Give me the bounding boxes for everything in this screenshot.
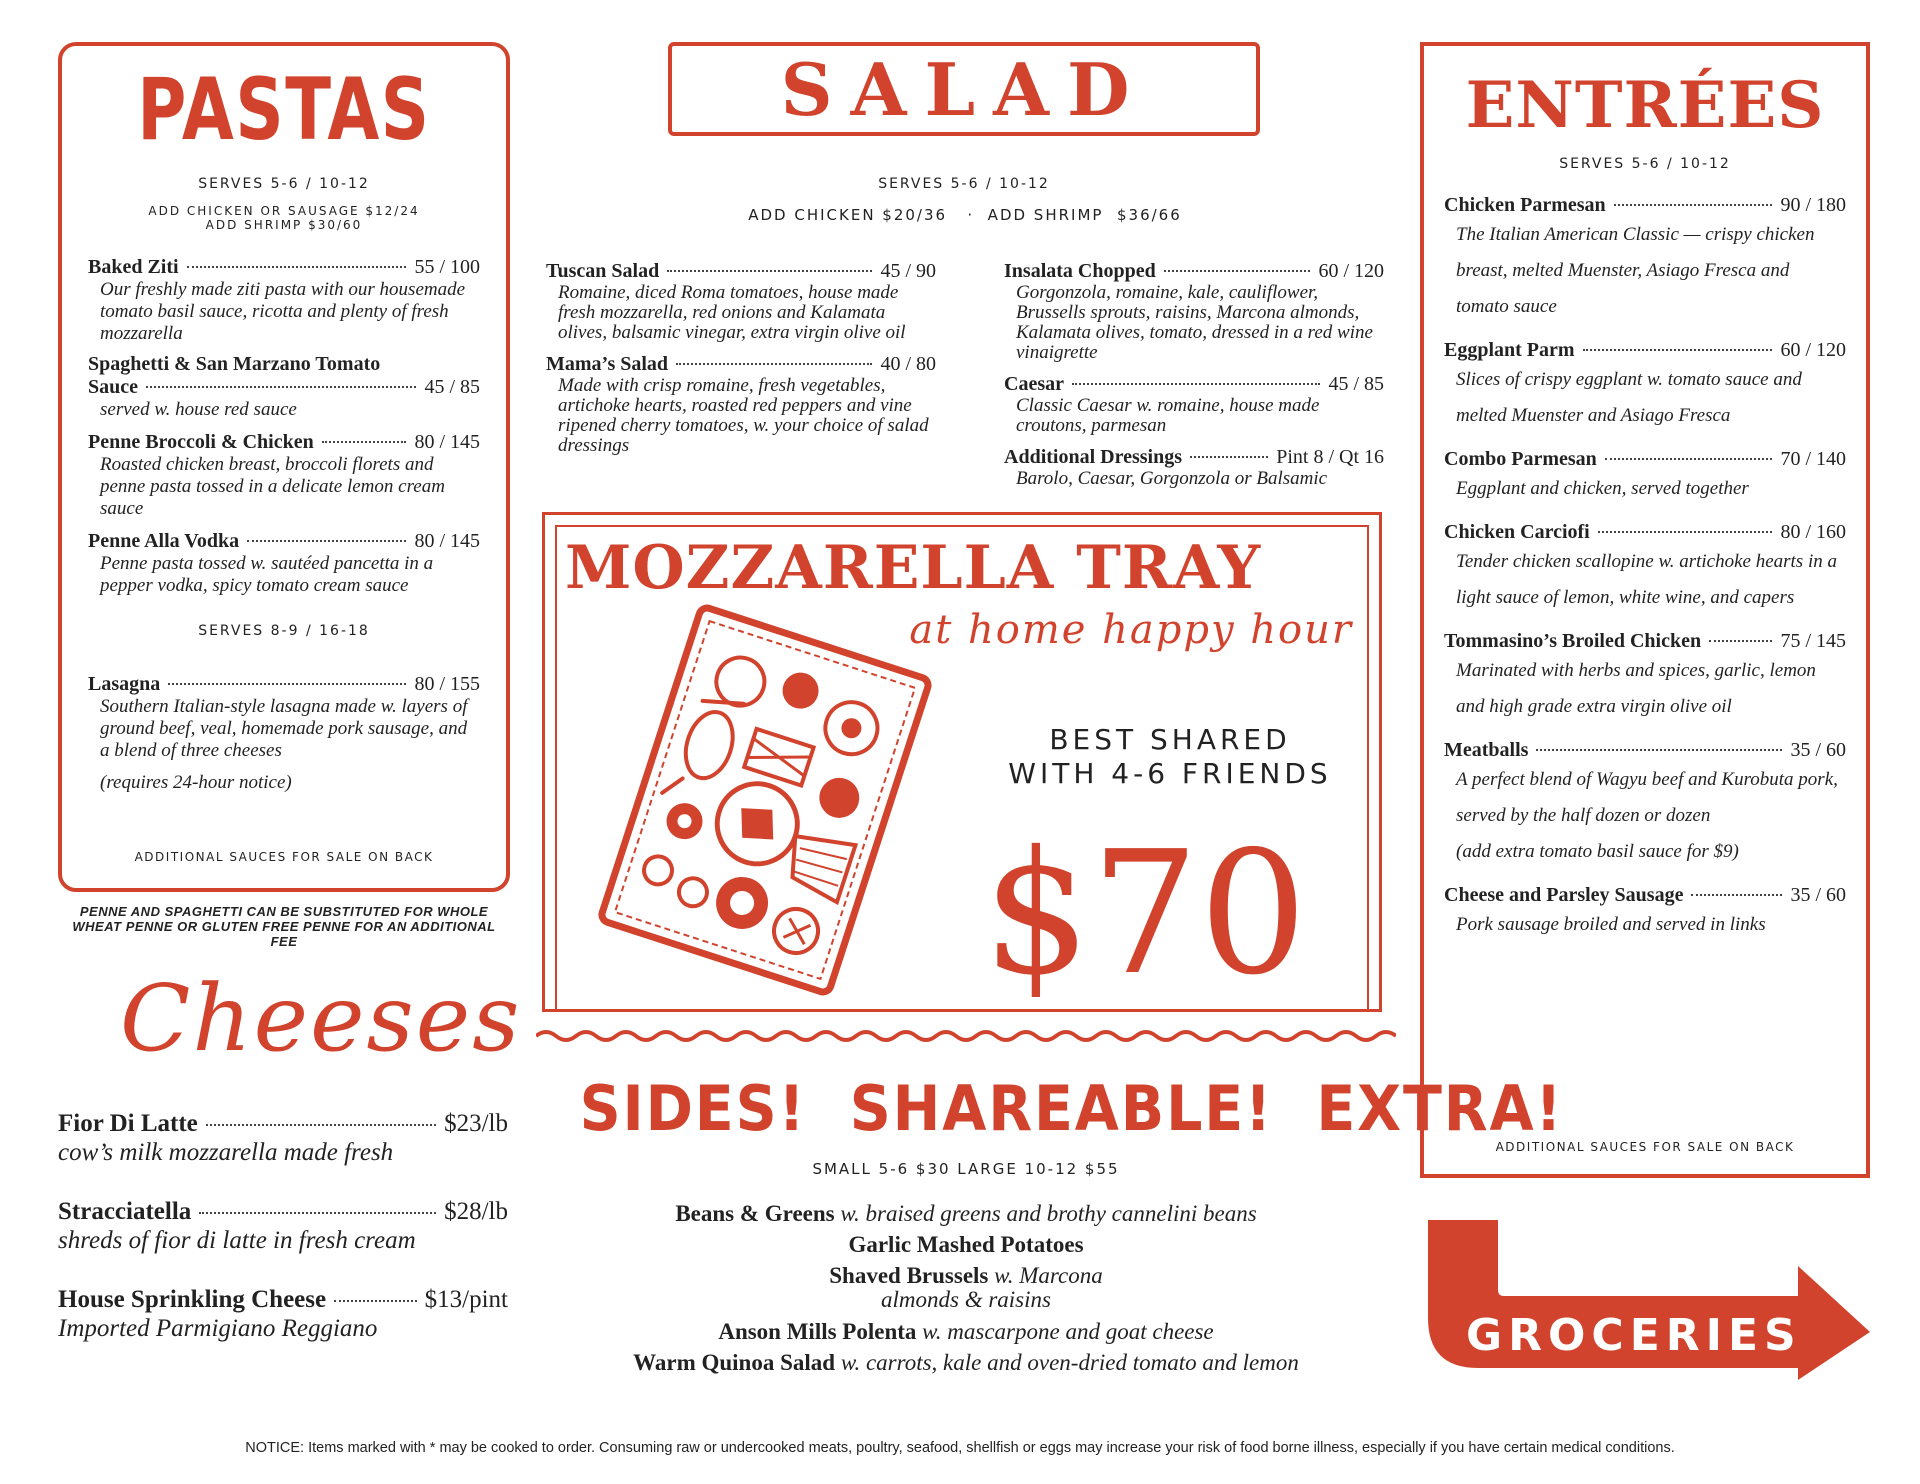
- item-price: 80 / 155: [414, 673, 480, 695]
- menu-item: [1004, 260, 1384, 363]
- side-desc: w. braised greens and brothy cannelini beans: [840, 1201, 1257, 1226]
- groceries-label: GROCERIES: [1466, 1310, 1802, 1361]
- item-price: 70 / 140: [1780, 448, 1846, 470]
- item-desc: Roasted chicken breast, broccoli florets and penne pasta tossed in a delicate lemon cream sauce: [100, 454, 445, 519]
- side-desc: almonds & raisins: [881, 1287, 1051, 1312]
- item-price: 75 / 145: [1780, 630, 1846, 652]
- item-name: Tommasino’s Broiled Chicken: [1444, 630, 1702, 652]
- item-price: 40 / 80: [880, 353, 936, 375]
- item-desc: Imported Parmigiano Reggiano: [58, 1315, 378, 1342]
- cheeses-list: [58, 1110, 508, 1374]
- menu-item: [1444, 339, 1846, 434]
- pastas-add-chicken: ADD CHICKEN OR SAUSAGE $12/24: [148, 204, 420, 218]
- item-name: House Sprinkling Cheese: [58, 1286, 327, 1313]
- entrees-title: ENTRÉES: [1465, 68, 1825, 143]
- item-price: 60 / 120: [1780, 339, 1846, 361]
- item-price: 45 / 90: [880, 260, 936, 282]
- item-desc: Marinated with herbs and spices, garlic, lemon and high grade extra virgin olive oil: [1456, 660, 1816, 717]
- menu-item: [1004, 446, 1384, 489]
- side-item: [546, 1198, 1386, 1229]
- item-name: Penne Broccoli & Chicken: [88, 431, 314, 453]
- item-desc: Pork sausage broiled and served in links: [1456, 914, 1766, 935]
- menu-item: [1444, 194, 1846, 325]
- side-name: Anson Mills Polenta: [718, 1319, 917, 1344]
- salad-title: SALAD: [780, 46, 1148, 132]
- item-price: 80 / 160: [1780, 521, 1846, 543]
- pastas-serves-large: SERVES 8-9 / 16-18: [198, 623, 370, 639]
- item-desc: The Italian American Classic — crispy chicken breast, melted Muenster, Asiago Fresca and tomato sauce: [1456, 224, 1815, 317]
- side-name: Shaved Brussels: [829, 1263, 989, 1288]
- pastas-serves: SERVES 5-6 / 10-12: [198, 176, 370, 192]
- menu-item: [88, 353, 480, 421]
- item-price: 60 / 120: [1318, 260, 1384, 282]
- item-note: (add extra tomato basil sauce for $9): [1456, 841, 1739, 862]
- item-name: Mama’s Salad: [546, 353, 669, 375]
- mozzarella-price: $70: [982, 815, 1308, 1013]
- menu-item: [88, 256, 480, 345]
- item-price: 90 / 180: [1780, 194, 1846, 216]
- item-price: 45 / 85: [424, 376, 480, 398]
- entrees-footer: ADDITIONAL SAUCES FOR SALE ON BACK: [1495, 1140, 1795, 1154]
- pastas-title: PASTAS: [137, 60, 431, 160]
- menu-item: [1444, 739, 1846, 870]
- item-name: Combo Parmesan: [1444, 448, 1597, 470]
- shared-line-1: BEST SHARED: [1049, 723, 1291, 756]
- item-price: 80 / 145: [414, 530, 480, 552]
- item-name: Baked Ziti: [88, 256, 179, 278]
- item-price: 35 / 60: [1790, 884, 1846, 906]
- item-desc: Barolo, Caesar, Gorgonzola or Balsamic: [1016, 468, 1328, 489]
- item-name: Stracciatella: [58, 1198, 192, 1225]
- item-price: 55 / 100: [414, 256, 480, 278]
- side-item: [546, 1316, 1386, 1347]
- item-name: Lasagna: [88, 673, 161, 695]
- substitution-note: PENNE AND SPAGHETTI CAN BE SUBSTITUTED FOR WHOLE WHEAT PENNE OR GLUTEN FREE PENNE FOR AN ADDITIONAL FEE: [72, 904, 496, 949]
- sides-title: SIDES! SHAREABLE! EXTRA!: [579, 1072, 1564, 1145]
- side-desc: w. Marcona: [994, 1263, 1103, 1288]
- salad-column-right: [1004, 260, 1384, 499]
- menu-item: [546, 260, 936, 343]
- shared-line-2: WITH 4-6 FRIENDS: [1008, 757, 1332, 790]
- salad-add: ADD CHICKEN $20/36 · ADD SHRIMP $36/66: [748, 206, 1182, 224]
- menu-item: [1444, 448, 1846, 507]
- side-item: [546, 1229, 1386, 1260]
- side-name: Garlic Mashed Potatoes: [848, 1232, 1084, 1257]
- menu-item: [58, 1198, 508, 1256]
- item-price: 45 / 85: [1328, 373, 1384, 395]
- item-desc: Our freshly made ziti pasta with our housemade tomato basil sauce, ricotta and plenty of fresh mozzarella: [100, 279, 466, 344]
- side-item: [546, 1264, 1386, 1288]
- menu-item: [1444, 884, 1846, 943]
- menu-item: [1444, 630, 1846, 725]
- menu-item: [1444, 521, 1846, 616]
- menu-item: [88, 530, 480, 597]
- item-price: $28/lb: [444, 1198, 508, 1225]
- pastas-add-shrimp: ADD SHRIMP $30/60: [205, 218, 363, 232]
- menu-item: [1004, 373, 1384, 436]
- item-price: $23/lb: [444, 1110, 508, 1137]
- item-name: Chicken Carciofi: [1444, 521, 1590, 543]
- item-desc: Eggplant and chicken, served together: [1456, 478, 1749, 499]
- entrees-serves: SERVES 5-6 / 10-12: [1559, 156, 1731, 172]
- item-name: Cheese and Parsley Sausage: [1444, 884, 1684, 906]
- side-item: [546, 1347, 1386, 1378]
- item-desc: A perfect blend of Wagyu beef and Kurobuta pork, served by the half dozen or dozen: [1456, 769, 1838, 826]
- item-name: Eggplant Parm: [1444, 339, 1575, 361]
- item-desc: shreds of fior di latte in fresh cream: [58, 1227, 416, 1254]
- notice-text: NOTICE: Items marked with * may be cooked to order. Consuming raw or undercooked meats, poultry, seafood, shellfish or eggs may increase your risk of food borne illness, especially if you have certain medical conditions.: [245, 1440, 1675, 1456]
- menu-item: [88, 673, 480, 794]
- groceries-arrow-link[interactable]: [1418, 1220, 1878, 1380]
- item-desc: Tender chicken scallopine w. artichoke hearts in a light sauce of lemon, white wine, and capers: [1456, 551, 1837, 608]
- mozzarella-subtitle: at home happy hour: [909, 607, 1353, 653]
- pastas-footer: ADDITIONAL SAUCES FOR SALE ON BACK: [134, 850, 434, 864]
- salad-banner: [668, 42, 1260, 136]
- item-name: Chicken Parmesan: [1444, 194, 1606, 216]
- side-desc: w. carrots, kale and oven-dried tomato and lemon: [840, 1350, 1299, 1375]
- item-name: Meatballs: [1444, 739, 1529, 761]
- tray-illustration-icon: [585, 595, 945, 1005]
- menu-item: [58, 1286, 508, 1344]
- item-price: 80 / 145: [414, 431, 480, 453]
- item-price: Pint 8 / Qt 16: [1276, 446, 1384, 468]
- pastas-panel: [58, 42, 510, 892]
- item-desc: Made with crisp romaine, fresh vegetables, artichoke hearts, roasted red peppers and vine ripened cherry tomatoes, w. your choice of salad dressings: [558, 375, 929, 456]
- item-name: Spaghetti & San Marzano Tomato: [88, 353, 381, 375]
- sides-sizes: SMALL 5-6 $30 LARGE 10-12 $55: [812, 1160, 1120, 1178]
- item-name: Fior Di Latte: [58, 1110, 198, 1137]
- menu-item: [88, 431, 480, 520]
- mozzarella-shared-note: [975, 723, 1365, 791]
- item-desc: Penne pasta tossed w. sautéed pancetta in a pepper vodka, spicy tomato cream sauce: [100, 553, 434, 596]
- entrees-panel: [1420, 42, 1870, 1178]
- item-name: Tuscan Salad: [546, 260, 660, 282]
- item-price: $13/pint: [424, 1286, 508, 1313]
- mozzarella-title: MOZZARELLA TRAY: [565, 533, 1262, 603]
- item-desc: Gorgonzola, romaine, kale, cauliflower, Brussells sprouts, raisins, Marcona almonds, Kalamata olives, tomato, dressed in a red wine vinaigrette: [1016, 282, 1373, 363]
- wave-divider-icon: [536, 1028, 1396, 1044]
- item-name: Additional Dressings: [1004, 446, 1183, 468]
- menu-item: [546, 353, 936, 456]
- item-desc: Romaine, diced Roma tomatoes, house made fresh mozzarella, red onions and Kalamata olives, balsamic vinegar, extra virgin olive oil: [558, 282, 906, 343]
- item-name: Caesar: [1004, 373, 1064, 395]
- sides-list: [546, 1198, 1386, 1378]
- salad-column-left: [546, 260, 936, 466]
- item-name-cont: Sauce: [88, 376, 138, 398]
- item-name: Insalata Chopped: [1004, 260, 1156, 282]
- side-item-cont: [546, 1288, 1386, 1312]
- cheeses-title: Cheeses: [120, 965, 522, 1072]
- item-desc: cow’s milk mozzarella made fresh: [58, 1139, 394, 1166]
- item-desc: Southern Italian-style lasagna made w. layers of ground beef, veal, homemade pork sausage, and a blend of three cheeses: [100, 696, 468, 761]
- item-note: (requires 24-hour notice): [100, 772, 292, 793]
- item-desc: served w. house red sauce: [100, 399, 297, 420]
- mozzarella-tray-box: [542, 512, 1382, 1012]
- menu-item: [58, 1110, 508, 1168]
- item-price: 35 / 60: [1790, 739, 1846, 761]
- side-name: Warm Quinoa Salad: [633, 1350, 836, 1375]
- side-name: Beans & Greens: [675, 1201, 835, 1226]
- item-desc: Classic Caesar w. romaine, house made croutons, parmesan: [1016, 395, 1320, 436]
- salad-serves: SERVES 5-6 / 10-12: [878, 176, 1050, 192]
- side-desc: w. mascarpone and goat cheese: [922, 1319, 1214, 1344]
- item-desc: Slices of crispy eggplant w. tomato sauce and melted Muenster and Asiago Fresca: [1456, 369, 1802, 426]
- item-name: Penne Alla Vodka: [88, 530, 240, 552]
